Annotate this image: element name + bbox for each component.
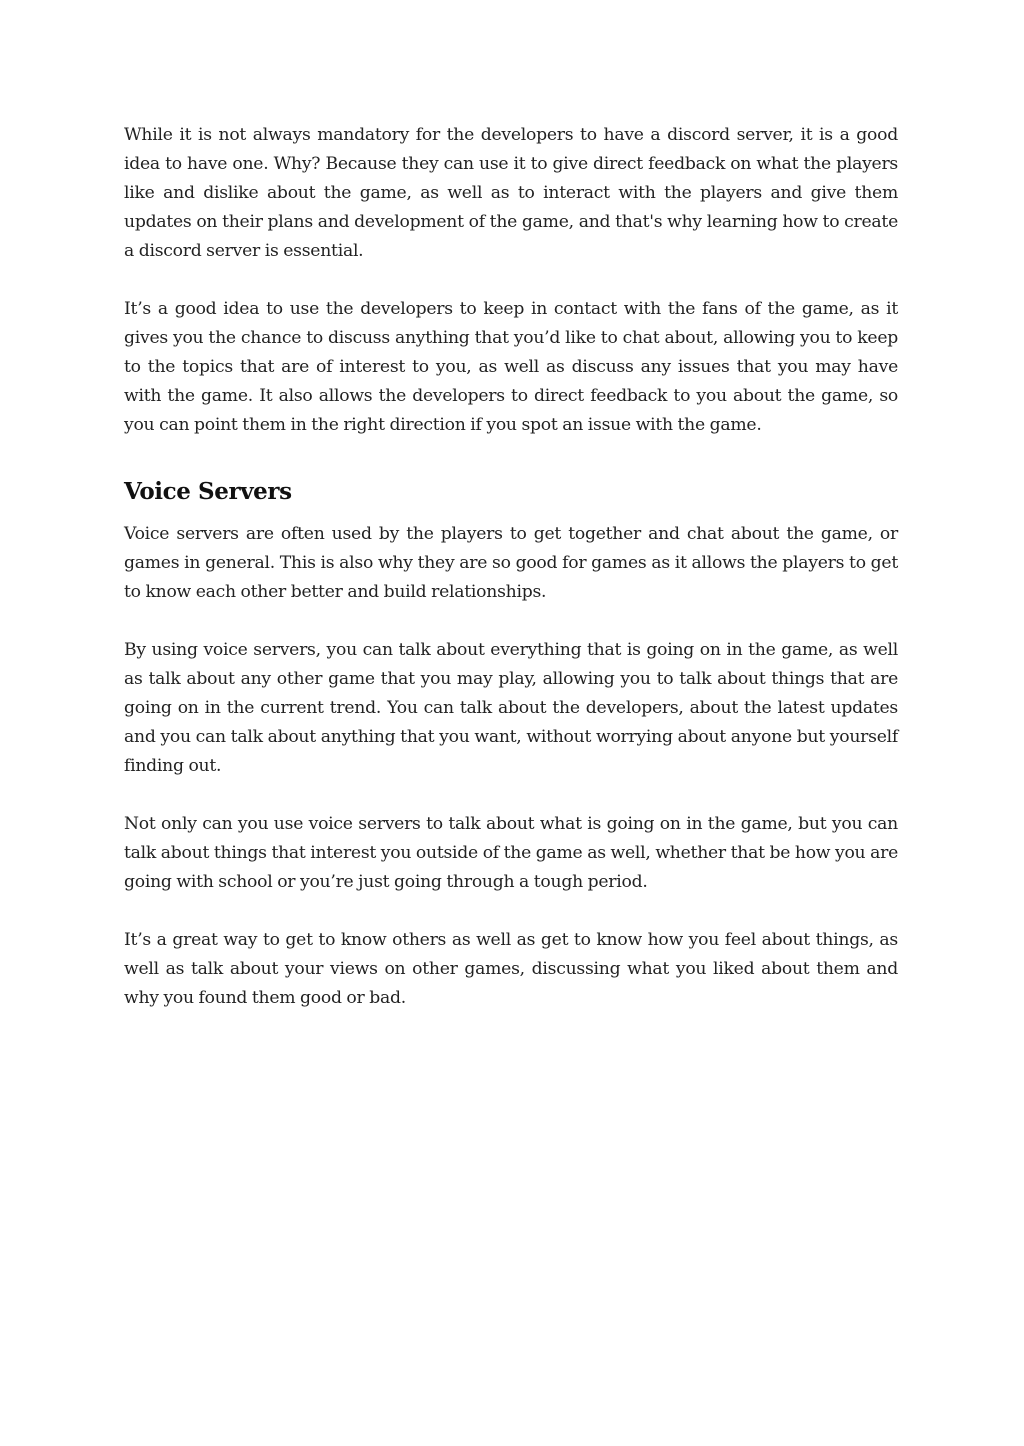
section-paragraph-2: By using voice servers, you can talk about everything that is going on in the game, as well as talk about any other game that you may play, allowing you to talk about things that are going on in the current trend. You can talk about the developers, about the latest updates and you can talk about anything that you want, without worrying about anyone but yourself finding out. <box>124 640 898 776</box>
intro-paragraph-2: It’s a good idea to use the developers to keep in contact with the fans of the game, as it gives you the chance to discuss anything that you’d like to chat about, allowing you to keep to the topics that are of interest to you, as well as discuss any issues that you may have with the game. It also allows the developers to direct feedback to you about the game, so you can point them in the right direction if you spot an issue with the game. <box>124 299 898 435</box>
intro-paragraph-1: While it is not always mandatory for the developers to have a discord server, it is a good idea to have one. Why? Because they can use it to give direct feedback on what the players like and dislike about the game, as well as to interact with the players and give them updates on their plans and development of the game, and that's why learning how to create a discord server is essential. <box>124 125 898 261</box>
section-heading: Voice Servers <box>124 478 292 505</box>
section-paragraph-1: Voice servers are often used by the players to get together and chat about the game, or games in general. This is also why they are so good for games as it allows the players to get to know each other better and build relationships. <box>124 524 898 602</box>
section-paragraph-4: It’s a great way to get to know others as well as get to know how you feel about things, as well as talk about your views on other games, discussing what you liked about them and why you found them good or bad. <box>124 930 898 1008</box>
section-paragraph-3: Not only can you use voice servers to talk about what is going on in the game, but you can talk about things that interest you outside of the game as well, whether that be how you are going with school or you’re just going through a tough period. <box>124 814 898 892</box>
document-page <box>124 121 898 1013</box>
